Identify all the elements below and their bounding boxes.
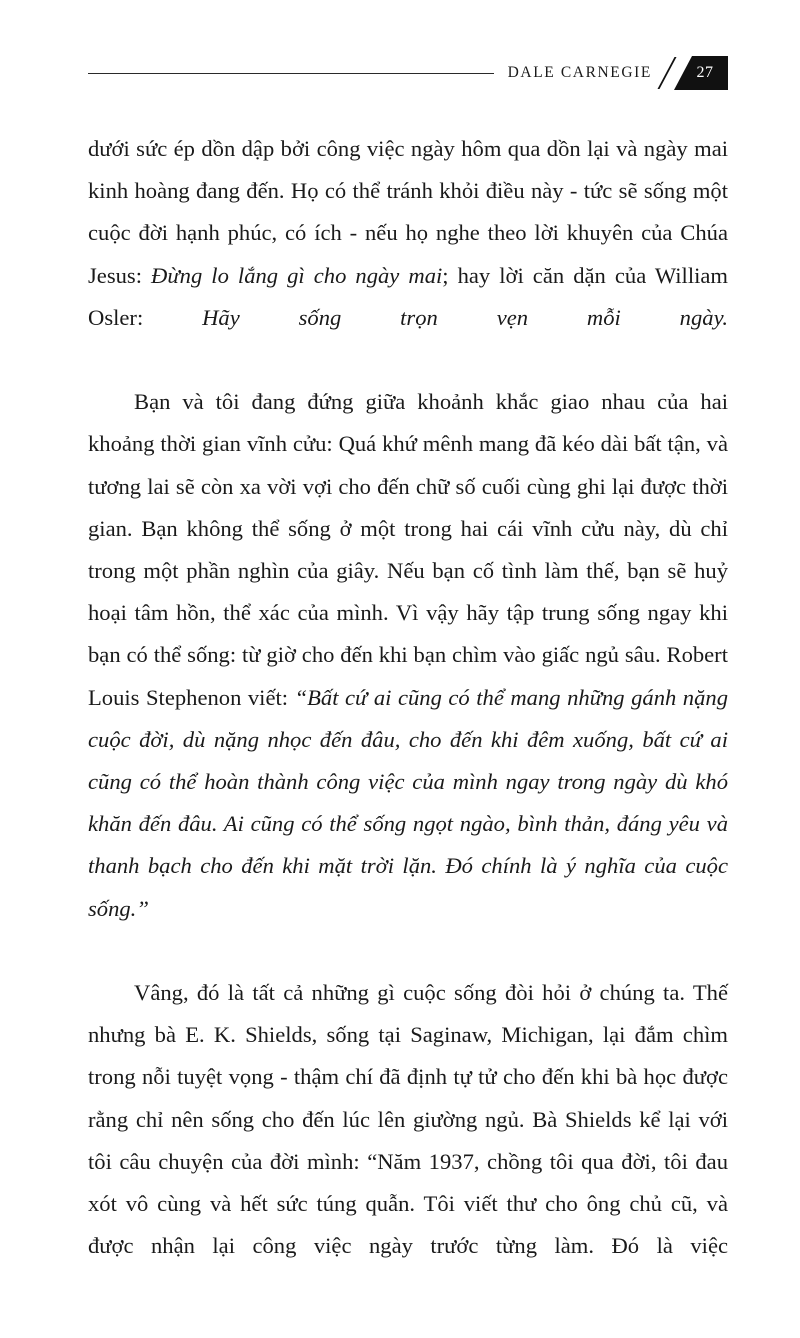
text-run: Vâng, đó là tất cả những gì cuộc sống đòi hỏi ở chúng ta. Thế nhưng bà E. K. Shields, sống tại Saginaw, Michigan, lại đắm chìm trong nỗi tuyệt vọng - thậm chí đã định tự tử cho đến khi bà học được rằng chỉ nên sống cho đến lúc lên giường ngủ. Bà Shields kể lại với tôi câu chuyện của đời mình: “Năm 1937, chồng tôi qua đời, tôi đau xót vô cùng và hết sức túng quẫn. Tôi viết thư cho ông chủ cũ, và được nhận lại công việc ngày trước từng làm. Đó là việc [88, 980, 728, 1259]
text-run: Bạn và tôi đang đứng giữa khoảnh khắc giao nhau của hai khoảng thời gian vĩnh cửu: Quá khứ mênh mang đã kéo dài bất tận, và tương lai sẽ còn xa vời vợi cho đến chữ số cuối cùng ghi lại được thời gian. Bạn không thể sống ở một trong hai cái vĩnh cửu này, dù chỉ trong một phần nghìn của giây. Nếu bạn cố tình làm thế, bạn sẽ huỷ hoại tâm hồn, thể xác của mình. Vì vậy hãy tập trung sống ngay khi bạn có thể sống: từ giờ cho đến khi bạn chìm vào giấc ngủ sâu. Robert Louis Stephenon viết: [88, 389, 728, 710]
page-number: 27 [696, 64, 714, 81]
body-text-column [88, 128, 728, 1310]
body-paragraph [88, 128, 728, 381]
text-run: dưới sức ép dồn dập bởi công việc ngày hôm qua dồn lại và ngày mai kinh hoàng đang đến. Họ có thể tránh khỏi điều này - tức sẽ sống một cuộc đời hạnh phúc, có ích - nếu họ nghe theo lời khuyên của Chúa Jesus: [88, 136, 728, 288]
running-head [88, 56, 728, 90]
body-paragraph [88, 381, 728, 972]
text-run: ; hay lời căn dặn của William Osler: [88, 262, 728, 330]
running-head-author: DALE CARNEGIE [507, 64, 652, 81]
header-rule [88, 73, 494, 74]
page-folio [664, 56, 728, 90]
body-paragraph [88, 972, 728, 1310]
italic-text-run: “Bất cứ ai cũng có thể mang những gánh nặng cuộc đời, dù nặng nhọc đến đâu, cho đến khi đêm xuống, bất cứ ai cũng có thể hoàn thành công việc của mình ngay trong ngày dù khó khăn đến đâu. Ai cũng có thể sống ngọt ngào, bình thản, đáng yêu và thanh bạch cho đến khi mặt trời lặn. Đó chính là ý nghĩa của cuộc sống.” [88, 684, 728, 921]
italic-text-run: Hãy sống trọn vẹn mỗi ngày. [202, 304, 728, 330]
italic-text-run: Đừng lo lắng gì cho ngày mai [151, 262, 443, 288]
